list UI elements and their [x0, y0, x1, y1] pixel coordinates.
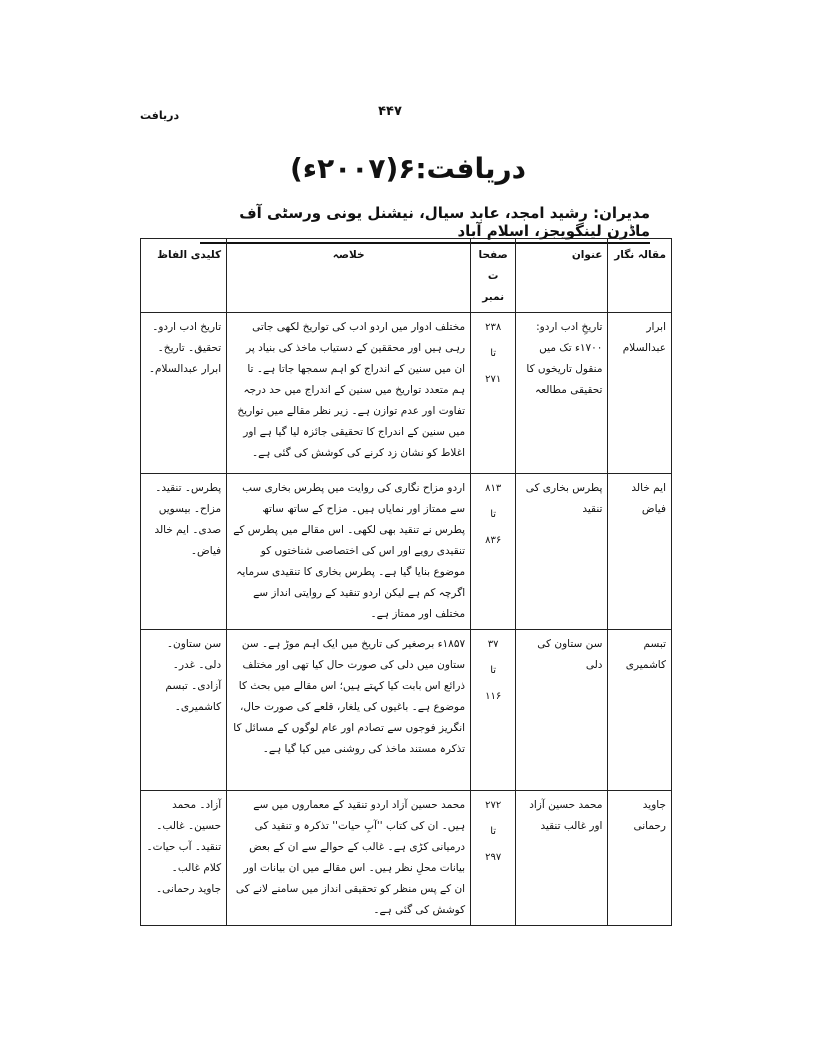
page-end: ۸۳۶	[485, 535, 502, 546]
header-summary: خلاصہ	[227, 239, 471, 313]
cell-summary: مختلف ادوار میں اردو ادب کی تواریخ لکھی جاتی رہی ہیں اور محققین کے دستیاب ماخذ کی بنیاد پر ان میں سنین کے اندراج کو اہم سمجھا جاتا ہے۔ تا ہم متعدد تواریخ میں سنین کے اندراج میں حد درجہ تفاوت اور عدم توازن ہے۔ زیر نظر مقالے میں تواریخ میں سنین کے اندراج کا تحقیقی جائزہ لیا گیا ہے اور اغلاط کو نشان زد کرنے کی کوشش کی گئی ہے۔	[227, 313, 471, 474]
page-to: تا	[490, 665, 497, 676]
cell-keywords: سن ستاون۔ دلی۔ غدر۔ آزادی۔ تبسم کاشمیری۔	[141, 630, 227, 791]
cell-title: سن ستاون کی دلی	[516, 630, 608, 791]
running-head: دریافت	[140, 109, 180, 122]
cell-title: پطرس بخاری کی تنقید	[516, 474, 608, 630]
header-keywords: کلیدی الفاظ	[141, 239, 227, 313]
page-start: ۳۷	[487, 639, 499, 650]
table-row	[141, 474, 672, 630]
page-to: تا	[490, 348, 497, 359]
page-end: ۲۷۱	[485, 374, 502, 385]
cell-summary: محمد حسین آزاد اردو تنقید کے معماروں میں سے ہیں۔ ان کی کتاب ''آبِ حیات'' تذکرہ و تنقید کی درمیانی کڑی ہے۔ غالب کے حوالے سے ان کے بعض بیانات محلِ نظر ہیں۔ اس مقالے میں ان بیانات اور ان کے پس منظر کو تحقیقی انداز میں سامنے لانے کی کوشش کی گئی ہے۔	[227, 791, 471, 926]
table-header-row	[141, 239, 672, 313]
page-end: ۲۹۷	[485, 852, 502, 863]
cell-keywords: تاریخ ادب اردو۔ تحقیق۔ تاریخ۔ ابرار عبدالسلام۔	[141, 313, 227, 474]
page-start: ۲۷۲	[485, 800, 502, 811]
articles-table	[140, 238, 672, 926]
cell-pages	[471, 313, 516, 474]
cell-title: محمد حسین آزاد اور غالب تنقید	[516, 791, 608, 926]
page-end: ۱۱۶	[485, 691, 502, 702]
header-pages: صفحات نمبر	[471, 239, 516, 313]
cell-summary: ۱۸۵۷ء برصغیر کی تاریخ میں ایک اہم موڑ ہے۔ سن ستاون میں دلی کی صورت حال کیا تھی اور مختلف ذرائع اس بابت کیا کہتے ہیں؛ اس مقالے میں بحث کا موضوع ہے۔ باغیوں کی یلغار، قلعے کی صورت حال، انگریز فوجوں سے تصادم اور عام لوگوں کے مسائل کا تذکرہ مستند ماخذ کی روشنی میں کیا گیا ہے۔	[227, 630, 471, 791]
table-row	[141, 791, 672, 926]
cell-author: ایم خالد فیاض	[608, 474, 672, 630]
table-row	[141, 630, 672, 791]
page-to: تا	[490, 509, 497, 520]
page-to: تا	[490, 826, 497, 837]
cell-pages	[471, 630, 516, 791]
page-number: ۴۴۷	[378, 104, 402, 119]
cell-author: ابرار عبدالسلام	[608, 313, 672, 474]
cell-author: جاوید رحمانی	[608, 791, 672, 926]
header-title: عنوان	[516, 239, 608, 313]
table-row	[141, 313, 672, 474]
cell-pages	[471, 791, 516, 926]
cell-author: تبسم کاشمیری	[608, 630, 672, 791]
cell-pages	[471, 474, 516, 630]
cell-keywords: پطرس۔ تنقید۔ مزاح۔ بیسویں صدی۔ ایم خالد فیاض۔	[141, 474, 227, 630]
cell-keywords: آزاد۔ محمد حسین۔ غالب۔ تنقید۔ آب حیات۔ کلام غالب۔ جاوید رحمانی۔	[141, 791, 227, 926]
cell-title: تاریخِ ادب اردو: ۱۷۰۰ء تک میں منقول تاریخوں کا تحقیقی مطالعہ	[516, 313, 608, 474]
cell-summary: اردو مزاح نگاری کی روایت میں پطرس بخاری سب سے ممتاز اور نمایاں ہیں۔ مزاح کے ساتھ ساتھ پطرس نے تنقید بھی لکھی۔ اس مقالے میں پطرس کے تنقیدی رویے اور اس کی اختصاصی شناختوں کو موضوع بنایا گیا ہے۔ پطرس بخاری کا تنقیدی سرمایہ اگرچہ کم ہے لیکن اردو تنقید کے روایتی انداز سے مختلف اور ممتاز ہے۔	[227, 474, 471, 630]
page-start: ۲۳۸	[485, 322, 502, 333]
editors-line: مدیران: رشید امجد، عابد سیال، نیشنل یونی ورسٹی آف ماڈرن لینگویجز، اسلام آباد	[200, 204, 650, 244]
page-start: ۸۱۳	[485, 483, 502, 494]
header-author: مقالہ نگار	[608, 239, 672, 313]
page-title: دریافت:۶(۲۰۰۷ء)	[289, 152, 527, 185]
